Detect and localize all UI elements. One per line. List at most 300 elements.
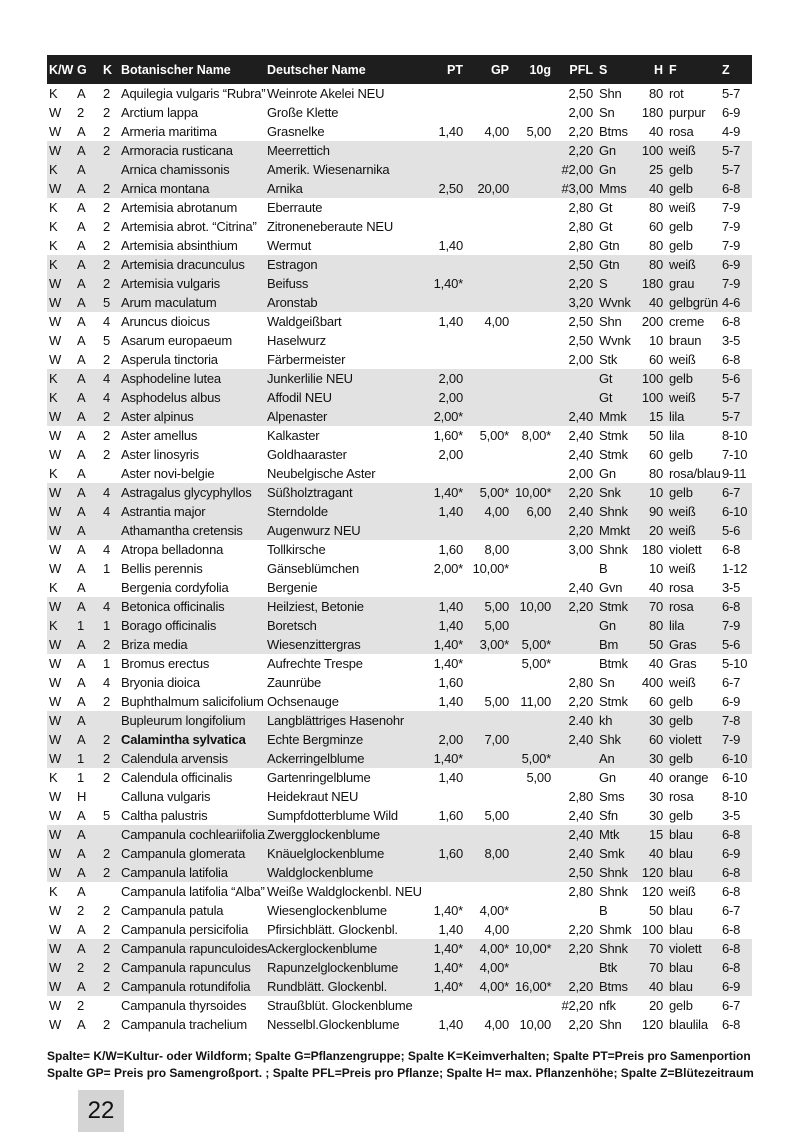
table-row [47,293,752,312]
cell-k: 2 [103,257,111,272]
cell-german-name: Haselwurz [267,333,326,348]
cell-pfl: 2,20 [568,1017,593,1032]
cell-h: 90 [648,504,663,519]
cell-botanical-name: Arnica chamissonis [121,162,230,177]
cell-botanical-name: Campanula persicifolia [121,922,249,937]
cell-k: 2 [103,903,111,918]
cell-h: 70 [648,599,663,614]
cell-pt [417,293,467,312]
cell-z: 6-10 [722,751,748,766]
cell-g: A [77,504,86,519]
cell-10g: 6,00 [526,504,551,519]
cell-k: 2 [103,86,111,101]
cell-german-name: Junkerlilie NEU [267,371,353,386]
legend-line-2: Spalte GP= Preis pro Samengroßport. ; Spalte PFL=Preis pro Pflanze; Spalte H= max. Pflanzenhöhe; Spalte Z=Blütezeitraum [47,1066,754,1080]
cell-s: Btk [599,960,618,975]
cell-s: Shnk [599,542,628,557]
cell-h: 20 [648,523,663,538]
cell-kw: W [49,428,62,443]
table-row [47,255,752,274]
cell-pfl: 2,20 [568,124,593,139]
cell-f: lila [669,409,685,424]
cell-pt: 1,40 [438,238,463,253]
cell-f: gelb [669,162,693,177]
cell-pfl: 2,40 [568,827,593,842]
cell-kw: W [49,352,62,367]
cell-s: Shn [599,86,622,101]
cell-s: S [599,276,608,291]
cell-german-name: Echte Bergminze [267,732,363,747]
cell-z: 5-7 [722,86,741,101]
cell-10g [513,141,555,160]
cell-gp [467,768,513,787]
cell-g: A [77,352,86,367]
table-row [47,635,752,654]
cell-kw: W [49,979,62,994]
cell-pt: 2,00 [438,447,463,462]
cell-german-name: Rapunzelglockenblume [267,960,399,975]
cell-kw: K [49,200,58,215]
cell-h: 25 [648,162,663,177]
cell-10g: 10,00* [515,941,552,956]
cell-pt: 1,60 [438,808,463,823]
cell-z: 7-9 [722,618,741,633]
cell-botanical-name: Campanula rotundifolia [121,979,251,994]
cell-german-name: Heidekraut NEU [267,789,359,804]
page-number: 22 [87,1097,115,1124]
cell-10g: 5,00 [526,770,551,785]
cell-z: 6-8 [722,542,741,557]
cell-s: Shk [599,732,621,747]
cell-10g: 10,00* [515,485,552,500]
table-row [47,1015,752,1034]
cell-10g [513,806,555,825]
cell-f: grau [669,276,695,291]
cell-k: 4 [103,390,111,405]
cell-pt: 2,00* [433,561,463,576]
cell-gp [467,217,513,236]
cell-german-name: Zaunrübe [267,675,322,690]
col-header-h: H [653,62,663,77]
cell-kw: W [49,504,62,519]
cell-z: 6-7 [722,998,741,1013]
cell-botanical-name: Atropa belladonna [121,542,224,557]
cell-10g [513,331,555,350]
cell-10g [513,445,555,464]
table-row [47,426,752,445]
cell-pt: 1,40 [438,599,463,614]
cell-g: 1 [77,770,85,785]
table-row [47,198,752,217]
cell-gp [467,749,513,768]
cell-10g [513,882,555,901]
cell-kw: W [49,846,62,861]
cell-s: Stmk [599,447,628,462]
table-row [47,160,752,179]
cell-z: 6-8 [722,865,741,880]
cell-f: blau [669,922,693,937]
cell-botanical-name: Asarum europaeum [121,333,232,348]
table-row [47,920,752,939]
cell-gp: 4,00 [484,314,509,329]
cell-g: A [77,599,86,614]
cell-german-name: Boretsch [267,618,317,633]
table-row [47,863,752,882]
cell-k: 2 [103,200,111,215]
cell-g: A [77,713,86,728]
cell-botanical-name: Borago officinalis [121,618,217,633]
cell-german-name: Zwergglockenblume [267,827,380,842]
cell-g: 2 [77,105,85,120]
cell-10g [513,559,555,578]
cell-gp: 5,00 [484,808,509,823]
cell-pfl: 2,00 [568,105,593,120]
cell-z: 6-7 [722,675,741,690]
cell-pfl: 2,20 [568,276,593,291]
cell-pt [417,464,467,483]
cell-k: 1 [103,618,111,633]
cell-kw: W [49,998,62,1013]
cell-german-name: Färbermeister [267,352,346,367]
table-row [47,654,752,673]
cell-k: 2 [103,846,111,861]
cell-f: blau [669,960,693,975]
cell-pfl: 2,20 [568,694,593,709]
cell-pfl [555,958,597,977]
cell-h: 60 [648,447,663,462]
cell-z: 5-6 [722,637,741,652]
cell-botanical-name: Caltha palustris [121,808,208,823]
cell-h: 15 [648,827,663,842]
cell-german-name: Zitroneneberaute NEU [267,219,394,234]
cell-kw: W [49,1017,62,1032]
cell-kw: W [49,941,62,956]
cell-f: gelb [669,485,693,500]
cell-gp [467,578,513,597]
cell-z: 6-7 [722,903,741,918]
cell-pt: 1,40* [433,751,463,766]
cell-k: 5 [103,295,111,310]
cell-pfl: 2,40 [568,846,593,861]
cell-pt [417,787,467,806]
cell-10g [513,901,555,920]
cell-k: 1 [103,656,111,671]
cell-g: A [77,580,86,595]
cell-botanical-name: Armeria maritima [121,124,217,139]
cell-h: 10 [648,561,663,576]
cell-h: 100 [641,371,663,386]
col-header-k: K [103,62,113,77]
cell-k [101,160,119,179]
cell-botanical-name: Armoracia rusticana [121,143,233,158]
cell-10g: 5,00* [521,751,551,766]
cell-k: 2 [103,694,111,709]
cell-kw: W [49,827,62,842]
cell-f: weiß [669,143,696,158]
cell-h: 80 [648,238,663,253]
cell-pt: 1,40 [438,314,463,329]
cell-h: 40 [648,181,663,196]
cell-k: 2 [103,865,111,880]
cell-botanical-name: Aquilegia vulgaris “Rubra” [121,86,266,101]
cell-h: 120 [641,884,663,899]
cell-s: Snk [599,485,621,500]
cell-10g: 5,00* [521,656,551,671]
cell-botanical-name: Campanula rapunculus [121,960,251,975]
cell-f: weiß [669,200,696,215]
cell-10g [513,274,555,293]
table-row [47,844,752,863]
cell-pt [417,217,467,236]
cell-gp [467,787,513,806]
cell-gp: 5,00 [484,618,509,633]
cell-pfl: 2,20 [568,523,593,538]
cell-pfl: 2,20 [568,979,593,994]
cell-kw: W [49,295,62,310]
cell-h: 10 [648,333,663,348]
cell-pfl: #2,00 [561,162,593,177]
cell-kw: K [49,162,58,177]
cell-s: Gt [599,200,613,215]
cell-kw: W [49,656,62,671]
table-row [47,483,752,502]
cell-gp: 4,00* [479,960,509,975]
cell-gp: 5,00 [484,599,509,614]
cell-10g [513,464,555,483]
cell-pfl [555,654,597,673]
legend-line-1: Spalte= K/W=Kultur- oder Wildform; Spalte G=Pflanzengruppe; Spalte K=Keimverhalten; Spalte PT=Preis pro Samenportion [47,1049,751,1063]
table-row [47,977,752,996]
cell-10g [513,369,555,388]
cell-pt: 1,60 [438,846,463,861]
cell-s: Sn [599,675,615,690]
cell-z: 4-9 [722,124,741,139]
cell-k: 2 [103,181,111,196]
table-row [47,274,752,293]
cell-10g [513,825,555,844]
cell-german-name: Augenwurz NEU [267,523,361,538]
cell-k: 2 [103,979,111,994]
table-row [47,711,752,730]
cell-f: lila [669,618,685,633]
cell-z: 6-7 [722,485,741,500]
cell-s: Mmk [599,409,627,424]
cell-botanical-name: Aster alpinus [121,409,194,424]
cell-gp [467,274,513,293]
cell-10g: 11,00 [520,694,551,709]
cell-f: rosa [669,580,694,595]
cell-f: blau [669,846,693,861]
cell-s: Gtn [599,238,620,253]
table-row [47,464,752,483]
cell-h: 40 [648,979,663,994]
cell-pt: 1,60 [438,675,463,690]
cell-pfl: 2,40 [568,447,593,462]
cell-z: 6-9 [722,979,741,994]
table-row [47,882,752,901]
cell-f: weiß [669,523,696,538]
cell-kw: W [49,314,62,329]
cell-k [101,521,119,540]
cell-k: 2 [103,941,111,956]
cell-s: Btms [599,124,628,139]
cell-pt [417,825,467,844]
cell-z: 5-7 [722,162,741,177]
cell-gp [467,388,513,407]
cell-pt: 2,00 [438,732,463,747]
cell-pfl: 2,80 [568,789,593,804]
cell-h: 40 [648,770,663,785]
cell-f: gelbgrün [669,295,718,310]
cell-g: A [77,257,86,272]
cell-botanical-name: Arctium lappa [121,105,198,120]
cell-kw: K [49,770,58,785]
cell-z: 7-9 [722,238,741,253]
table-row [47,502,752,521]
cell-g: A [77,846,86,861]
cell-z: 6-8 [722,922,741,937]
cell-kw: W [49,124,62,139]
cell-h: 70 [648,960,663,975]
table-row [47,445,752,464]
cell-pfl: 2,40 [568,504,593,519]
cell-z: 8-10 [722,789,748,804]
cell-10g [513,388,555,407]
cell-k: 2 [103,751,111,766]
cell-gp [467,863,513,882]
cell-botanical-name: Campanula glomerata [121,846,246,861]
cell-gp: 4,00 [484,1017,509,1032]
cell-kw: W [49,105,62,120]
cell-botanical-name: Bryonia dioica [121,675,200,690]
cell-f: weiß [669,257,696,272]
cell-kw: W [49,865,62,880]
cell-z: 3-5 [722,333,741,348]
cell-s: Gt [599,219,613,234]
table-row [47,559,752,578]
cell-german-name: Amerik. Wiesenarnika [267,162,390,177]
cell-s: Stmk [599,599,628,614]
cell-10g [513,920,555,939]
cell-h: 40 [648,846,663,861]
cell-german-name: Kalkaster [267,428,320,443]
cell-f: blau [669,865,693,880]
cell-f: orange [669,770,709,785]
cell-g: A [77,238,86,253]
cell-z: 6-8 [722,884,741,899]
cell-k: 4 [103,314,111,329]
cell-pt: 2,00 [438,390,463,405]
cell-pfl: 2,20 [568,143,593,158]
cell-k: 5 [103,333,111,348]
table-row [47,350,752,369]
cell-kw: K [49,371,58,386]
cell-pt: 1,40 [438,618,463,633]
cell-gp [467,711,513,730]
cell-pt [417,84,467,103]
cell-kw: W [49,485,62,500]
cell-gp: 5,00* [479,428,509,443]
cell-pt: 1,40 [438,922,463,937]
cell-pfl: 2,40 [568,409,593,424]
cell-h: 30 [648,789,663,804]
cell-10g [513,236,555,255]
cell-kw: W [49,333,62,348]
cell-pfl: 2,80 [568,219,593,234]
cell-german-name: Langblättriges Hasenohr [267,713,405,728]
cell-botanical-name: Artemisia abrot. “Citrina” [121,219,257,234]
plant-price-table [47,55,752,1034]
cell-botanical-name: Asphodelus albus [121,390,221,405]
cell-f: blau [669,827,693,842]
cell-kw: K [49,219,58,234]
cell-pt: 1,40* [433,979,463,994]
cell-botanical-name: Calluna vulgaris [121,789,211,804]
cell-z: 5-6 [722,371,741,386]
cell-g: A [77,884,86,899]
cell-german-name: Alpenaster [267,409,328,424]
cell-z: 6-10 [722,504,748,519]
cell-pt: 1,40* [433,656,463,671]
cell-f: gelb [669,219,693,234]
cell-z: 3-5 [722,808,741,823]
cell-h: 60 [648,732,663,747]
cell-pfl: 2,80 [568,884,593,899]
cell-k: 2 [103,124,111,139]
cell-kw: W [49,713,62,728]
cell-f: gelb [669,447,693,462]
cell-h: 40 [648,124,663,139]
cell-f: gelb [669,694,693,709]
cell-pfl: 2,20 [568,922,593,937]
cell-f: weiß [669,675,696,690]
cell-10g [513,711,555,730]
cell-botanical-name: Campanula thyrsoides [121,998,247,1013]
cell-german-name: Beifuss [267,276,309,291]
cell-german-name: Süßholztragant [267,485,353,500]
cell-g: A [77,656,86,671]
cell-german-name: Goldhaaraster [267,447,347,462]
cell-pfl: 2,50 [568,86,593,101]
cell-k [101,787,119,806]
col-header-german: Deutscher Name [267,62,366,77]
table-row [47,103,752,122]
cell-german-name: Waldgeißbart [267,314,342,329]
cell-botanical-name: Campanula trachelium [121,1017,248,1032]
cell-g: A [77,409,86,424]
cell-g: 2 [77,998,85,1013]
cell-pt: 2,00 [438,371,463,386]
cell-h: 60 [648,694,663,709]
cell-g: A [77,428,86,443]
cell-z: 6-8 [722,599,741,614]
cell-g: A [77,162,86,177]
cell-german-name: Tollkirsche [267,542,326,557]
cell-h: 10 [648,485,663,500]
cell-s: Mms [599,181,627,196]
cell-kw: W [49,637,62,652]
cell-f: blau [669,979,693,994]
cell-g: A [77,276,86,291]
cell-pt: 1,60 [438,542,463,557]
cell-pfl: 2,50 [568,333,593,348]
cell-k: 2 [103,922,111,937]
cell-h: 100 [641,143,663,158]
cell-pt [417,863,467,882]
cell-gp: 4,00* [479,979,509,994]
cell-z: 6-8 [722,941,741,956]
cell-z: 1-12 [722,561,748,576]
